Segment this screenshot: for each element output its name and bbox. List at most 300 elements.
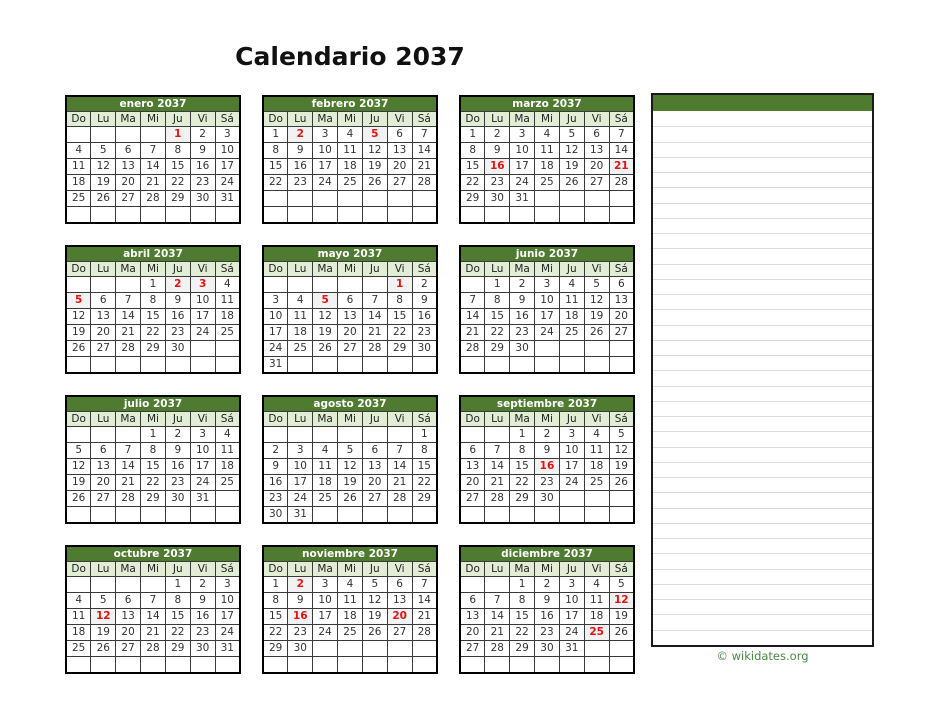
empty-day-cell [66,657,91,674]
month-table-diciembre [459,545,635,674]
day-cell: 25 [584,475,609,491]
notes-rule-line [653,524,872,539]
empty-day-cell [141,357,166,374]
day-cell: 13 [116,609,141,625]
holiday-day-cell: 16 [535,459,560,475]
day-cell: 27 [362,491,387,507]
day-cell: 1 [485,277,510,293]
day-cell: 1 [263,577,288,593]
day-cell: 24 [559,625,584,641]
day-cell: 23 [535,625,560,641]
empty-day-cell [215,357,240,374]
empty-day-cell [66,207,91,224]
day-cell: 26 [362,175,387,191]
weekday-header: Ju [559,562,584,577]
weekday-header: Lu [91,412,116,427]
notes-rule-line [653,631,872,645]
day-cell: 9 [288,593,313,609]
day-cell: 23 [190,175,215,191]
holiday-day-cell: 3 [190,277,215,293]
weekday-header: Mi [338,412,363,427]
empty-day-cell [215,507,240,524]
notes-rule-line [653,585,872,600]
day-cell: 11 [338,143,363,159]
empty-day-cell [263,191,288,207]
notes-header-bar [653,95,872,111]
day-cell: 23 [288,625,313,641]
holiday-day-cell: 2 [288,577,313,593]
notes-rule-line [653,478,872,493]
notes-rule-line [653,554,872,569]
empty-day-cell [609,507,634,524]
day-cell: 28 [141,191,166,207]
day-cell: 19 [338,475,363,491]
weekday-header: Ma [116,562,141,577]
day-cell: 14 [362,309,387,325]
empty-day-cell [91,427,116,443]
empty-day-cell [190,207,215,224]
notes-rule-line [653,158,872,173]
day-cell: 30 [288,641,313,657]
day-cell: 13 [584,143,609,159]
day-cell: 29 [510,491,535,507]
empty-day-cell [190,357,215,374]
day-cell: 3 [313,127,338,143]
day-cell: 13 [387,593,412,609]
month-table-agosto [262,395,438,524]
notes-rule-line [653,188,872,203]
weekday-header: Ma [116,112,141,127]
weekday-header: Do [66,562,91,577]
empty-day-cell [91,507,116,524]
day-cell: 2 [535,427,560,443]
empty-day-cell [362,641,387,657]
empty-day-cell [288,207,313,224]
day-cell: 4 [535,127,560,143]
empty-day-cell [609,357,634,374]
day-cell: 8 [485,293,510,309]
empty-day-cell [116,357,141,374]
day-cell: 25 [338,625,363,641]
day-cell: 31 [559,641,584,657]
day-cell: 17 [535,309,560,325]
weekday-header: Lu [91,562,116,577]
empty-day-cell [559,207,584,224]
day-cell: 7 [609,127,634,143]
day-cell: 19 [584,309,609,325]
empty-day-cell [609,191,634,207]
weekday-header: Mi [535,262,560,277]
empty-day-cell [387,641,412,657]
weekday-header: Do [460,112,485,127]
footer-credit[interactable]: © wikidates.org [716,649,809,663]
weekday-header: Mi [141,262,166,277]
day-cell: 4 [66,593,91,609]
weekday-header: Sá [609,112,634,127]
day-cell: 5 [66,443,91,459]
weekday-header: Lu [91,112,116,127]
day-cell: 6 [387,577,412,593]
notes-rule-line [653,356,872,371]
day-cell: 19 [66,325,91,341]
notes-rule-line [653,295,872,310]
empty-day-cell [66,577,91,593]
day-cell: 13 [338,309,363,325]
day-cell: 13 [362,459,387,475]
day-cell: 17 [215,609,240,625]
day-cell: 6 [584,127,609,143]
day-cell: 11 [66,609,91,625]
day-cell: 10 [215,143,240,159]
day-cell: 21 [412,609,437,625]
day-cell: 20 [609,309,634,325]
empty-day-cell [66,127,91,143]
day-cell: 13 [91,459,116,475]
empty-day-cell [460,357,485,374]
day-cell: 15 [510,609,535,625]
day-cell: 12 [91,159,116,175]
day-cell: 12 [338,459,363,475]
day-cell: 7 [387,443,412,459]
empty-day-cell [609,207,634,224]
empty-day-cell [288,191,313,207]
day-cell: 16 [263,475,288,491]
empty-day-cell [485,577,510,593]
day-cell: 11 [288,309,313,325]
day-cell: 5 [91,593,116,609]
holiday-day-cell: 12 [609,593,634,609]
empty-day-cell [460,507,485,524]
weekday-header: Ju [362,562,387,577]
weekday-header: Vi [190,112,215,127]
day-cell: 3 [215,577,240,593]
day-cell: 25 [288,341,313,357]
empty-day-cell [609,341,634,357]
day-cell: 21 [485,475,510,491]
notes-rule-line [653,448,872,463]
day-cell: 16 [190,609,215,625]
weekday-header: Mi [141,112,166,127]
month-table-septiembre [459,395,635,524]
day-cell: 18 [338,159,363,175]
day-cell: 10 [559,593,584,609]
day-cell: 9 [485,143,510,159]
day-cell: 17 [313,159,338,175]
empty-day-cell [362,507,387,524]
empty-day-cell [584,341,609,357]
day-cell: 20 [460,625,485,641]
day-cell: 21 [460,325,485,341]
empty-day-cell [535,191,560,207]
day-cell: 3 [510,127,535,143]
day-cell: 13 [116,159,141,175]
weekday-header: Vi [190,412,215,427]
empty-day-cell [559,341,584,357]
empty-day-cell [313,427,338,443]
empty-day-cell [535,657,560,674]
day-cell: 19 [66,475,91,491]
day-cell: 6 [116,143,141,159]
day-cell: 9 [535,593,560,609]
day-cell: 14 [116,459,141,475]
day-cell: 14 [412,143,437,159]
month-title-septiembre: septiembre 2037 [460,396,634,412]
day-cell: 24 [535,325,560,341]
empty-day-cell [313,657,338,674]
day-cell: 22 [165,625,190,641]
empty-day-cell [584,657,609,674]
day-cell: 9 [288,143,313,159]
weekday-header: Sá [215,412,240,427]
empty-day-cell [412,191,437,207]
day-cell: 18 [313,475,338,491]
day-cell: 26 [609,625,634,641]
notes-rule-line [653,600,872,615]
empty-day-cell [412,507,437,524]
day-cell: 22 [387,325,412,341]
day-cell: 30 [190,641,215,657]
day-cell: 24 [215,625,240,641]
day-cell: 5 [609,577,634,593]
day-cell: 15 [485,309,510,325]
day-cell: 28 [141,641,166,657]
empty-day-cell [485,427,510,443]
empty-day-cell [116,657,141,674]
day-cell: 14 [116,309,141,325]
day-cell: 26 [362,625,387,641]
empty-day-cell [91,657,116,674]
day-cell: 11 [559,293,584,309]
day-cell: 21 [141,625,166,641]
day-cell: 29 [263,641,288,657]
day-cell: 25 [66,641,91,657]
weekday-header: Do [460,562,485,577]
weekday-header: Sá [609,412,634,427]
day-cell: 25 [535,175,560,191]
day-cell: 8 [460,143,485,159]
empty-day-cell [116,427,141,443]
weekday-header: Ju [559,262,584,277]
day-cell: 24 [263,341,288,357]
day-cell: 18 [559,309,584,325]
weekday-header: Ju [165,562,190,577]
empty-day-cell [338,277,363,293]
weekday-header: Vi [584,112,609,127]
day-cell: 6 [338,293,363,309]
day-cell: 1 [141,427,166,443]
day-cell: 15 [387,309,412,325]
empty-day-cell [412,657,437,674]
notes-lines [653,112,872,645]
empty-day-cell [288,357,313,374]
empty-day-cell [609,657,634,674]
day-cell: 8 [387,293,412,309]
empty-day-cell [141,657,166,674]
weekday-header: Mi [535,112,560,127]
day-cell: 5 [91,143,116,159]
day-cell: 17 [263,325,288,341]
day-cell: 1 [141,277,166,293]
day-cell: 7 [412,127,437,143]
empty-day-cell [609,491,634,507]
notes-rule-line [653,509,872,524]
weekday-header: Do [263,262,288,277]
empty-day-cell [362,427,387,443]
empty-day-cell [460,577,485,593]
empty-day-cell [141,127,166,143]
day-cell: 4 [584,427,609,443]
day-cell: 10 [535,293,560,309]
holiday-day-cell: 1 [387,277,412,293]
weekday-header: Lu [288,112,313,127]
empty-day-cell [165,657,190,674]
day-cell: 20 [584,159,609,175]
day-cell: 9 [510,293,535,309]
day-cell: 28 [609,175,634,191]
months-grid [65,95,635,674]
day-cell: 15 [141,309,166,325]
day-cell: 24 [559,475,584,491]
day-cell: 27 [460,641,485,657]
holiday-day-cell: 20 [387,609,412,625]
weekday-header: Do [460,412,485,427]
day-cell: 10 [215,593,240,609]
day-cell: 27 [338,341,363,357]
day-cell: 24 [313,625,338,641]
day-cell: 27 [91,341,116,357]
day-cell: 30 [535,491,560,507]
empty-day-cell [66,357,91,374]
day-cell: 25 [66,191,91,207]
month-table-enero [65,95,241,224]
day-cell: 14 [609,143,634,159]
weekday-header: Do [460,262,485,277]
day-cell: 18 [338,609,363,625]
month-table-octubre [65,545,241,674]
day-cell: 24 [313,175,338,191]
empty-day-cell [288,427,313,443]
notes-rule-line [653,570,872,585]
day-cell: 17 [190,309,215,325]
day-cell: 26 [66,491,91,507]
day-cell: 29 [485,341,510,357]
weekday-header: Ju [165,412,190,427]
empty-day-cell [91,357,116,374]
day-cell: 10 [288,459,313,475]
weekday-header: Mi [535,562,560,577]
weekday-header: Lu [485,112,510,127]
day-cell: 5 [609,427,634,443]
day-cell: 28 [387,491,412,507]
weekday-header: Vi [584,412,609,427]
day-cell: 19 [609,459,634,475]
day-cell: 7 [412,577,437,593]
month-table-mayo [262,245,438,374]
empty-day-cell [510,207,535,224]
notes-rule-line [653,173,872,188]
weekday-header: Ma [116,262,141,277]
day-cell: 3 [288,443,313,459]
day-cell: 27 [116,191,141,207]
day-cell: 19 [609,609,634,625]
day-cell: 31 [288,507,313,524]
day-cell: 6 [387,127,412,143]
empty-day-cell [338,207,363,224]
day-cell: 31 [215,641,240,657]
month-title-agosto: agosto 2037 [263,396,437,412]
weekday-header: Lu [485,412,510,427]
empty-day-cell [141,577,166,593]
empty-day-cell [165,207,190,224]
empty-day-cell [535,341,560,357]
weekday-header: Do [263,562,288,577]
empty-day-cell [116,127,141,143]
day-cell: 25 [313,491,338,507]
day-cell: 18 [535,159,560,175]
day-cell: 7 [485,593,510,609]
notes-rule-line [653,432,872,447]
day-cell: 29 [165,641,190,657]
day-cell: 28 [362,341,387,357]
day-cell: 21 [485,625,510,641]
day-cell: 15 [510,459,535,475]
day-cell: 6 [116,593,141,609]
day-cell: 14 [460,309,485,325]
day-cell: 27 [387,175,412,191]
day-cell: 1 [510,427,535,443]
day-cell: 9 [165,293,190,309]
weekday-header: Lu [288,562,313,577]
day-cell: 17 [190,459,215,475]
day-cell: 7 [116,293,141,309]
day-cell: 24 [190,325,215,341]
day-cell: 3 [559,577,584,593]
day-cell: 15 [263,609,288,625]
day-cell: 26 [66,341,91,357]
empty-day-cell [584,507,609,524]
day-cell: 9 [535,443,560,459]
notes-rule-line [653,143,872,158]
notes-rule-line [653,417,872,432]
day-cell: 3 [535,277,560,293]
day-cell: 31 [510,191,535,207]
notes-rule-line [653,219,872,234]
day-cell: 11 [338,593,363,609]
empty-day-cell [412,357,437,374]
day-cell: 27 [584,175,609,191]
empty-day-cell [313,507,338,524]
empty-day-cell [412,641,437,657]
empty-day-cell [584,491,609,507]
notes-rule-line [653,234,872,249]
weekday-header: Mi [338,562,363,577]
empty-day-cell [584,641,609,657]
weekday-header: Ma [510,112,535,127]
weekday-header: Vi [190,562,215,577]
holiday-day-cell: 21 [609,159,634,175]
weekday-header: Vi [387,412,412,427]
day-cell: 4 [338,127,363,143]
day-cell: 24 [288,491,313,507]
weekday-header: Ju [362,112,387,127]
day-cell: 20 [460,475,485,491]
empty-day-cell [288,277,313,293]
day-cell: 15 [165,609,190,625]
day-cell: 10 [510,143,535,159]
day-cell: 20 [91,475,116,491]
day-cell: 23 [190,625,215,641]
empty-day-cell [485,657,510,674]
